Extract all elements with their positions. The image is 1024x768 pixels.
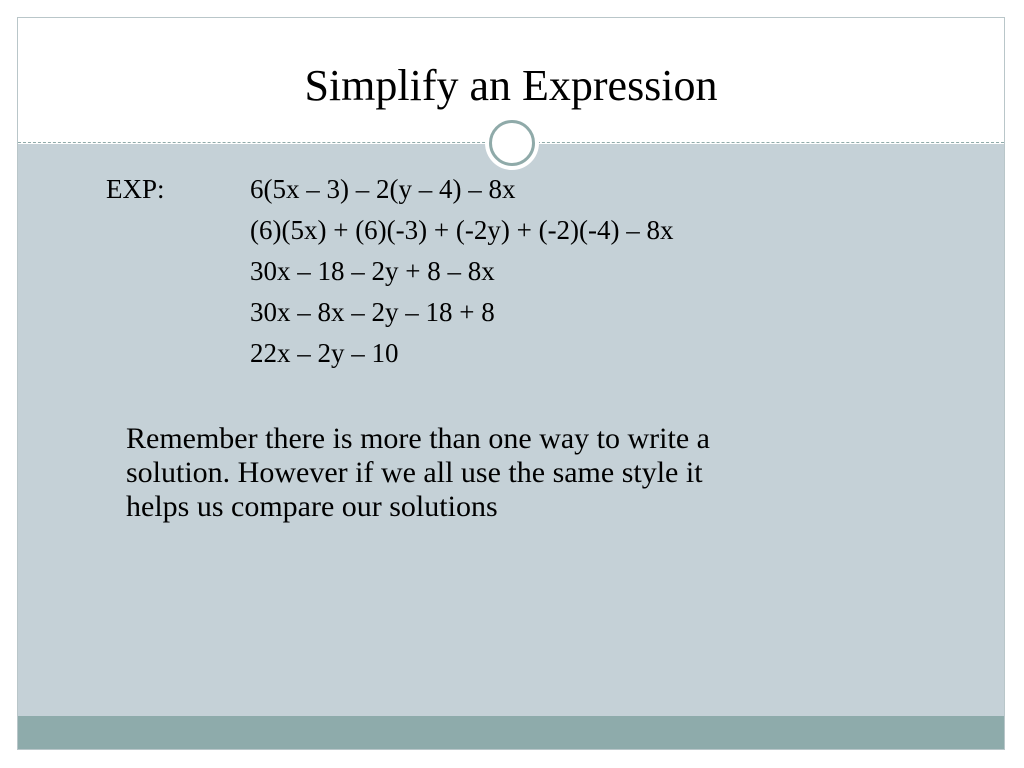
- slide-title: Simplify an Expression: [304, 61, 718, 110]
- step-1: 6(5x – 3) – 2(y – 4) – 8x: [250, 174, 516, 204]
- step-2: (6)(5x) + (6)(-3) + (-2y) + (-2)(-4) – 8x: [250, 215, 674, 245]
- step-5: 22x – 2y – 10: [250, 338, 399, 368]
- slide: [17, 17, 1005, 750]
- ornament-ring: [489, 120, 535, 166]
- circle-ring-icon: [485, 116, 539, 170]
- example-label: EXP:: [106, 174, 165, 204]
- footer-band: [18, 716, 1004, 750]
- note-line-1: Remember there is more than one way to write a: [126, 422, 710, 455]
- note-line-2: solution. However if we all use the same style it: [126, 456, 703, 489]
- solution-steps: [250, 174, 674, 379]
- note-line-3: helps us compare our solutions: [126, 490, 498, 523]
- step-4: 30x – 8x – 2y – 18 + 8: [250, 297, 495, 327]
- remember-note: [126, 422, 886, 524]
- step-3: 30x – 18 – 2y + 8 – 8x: [250, 256, 495, 286]
